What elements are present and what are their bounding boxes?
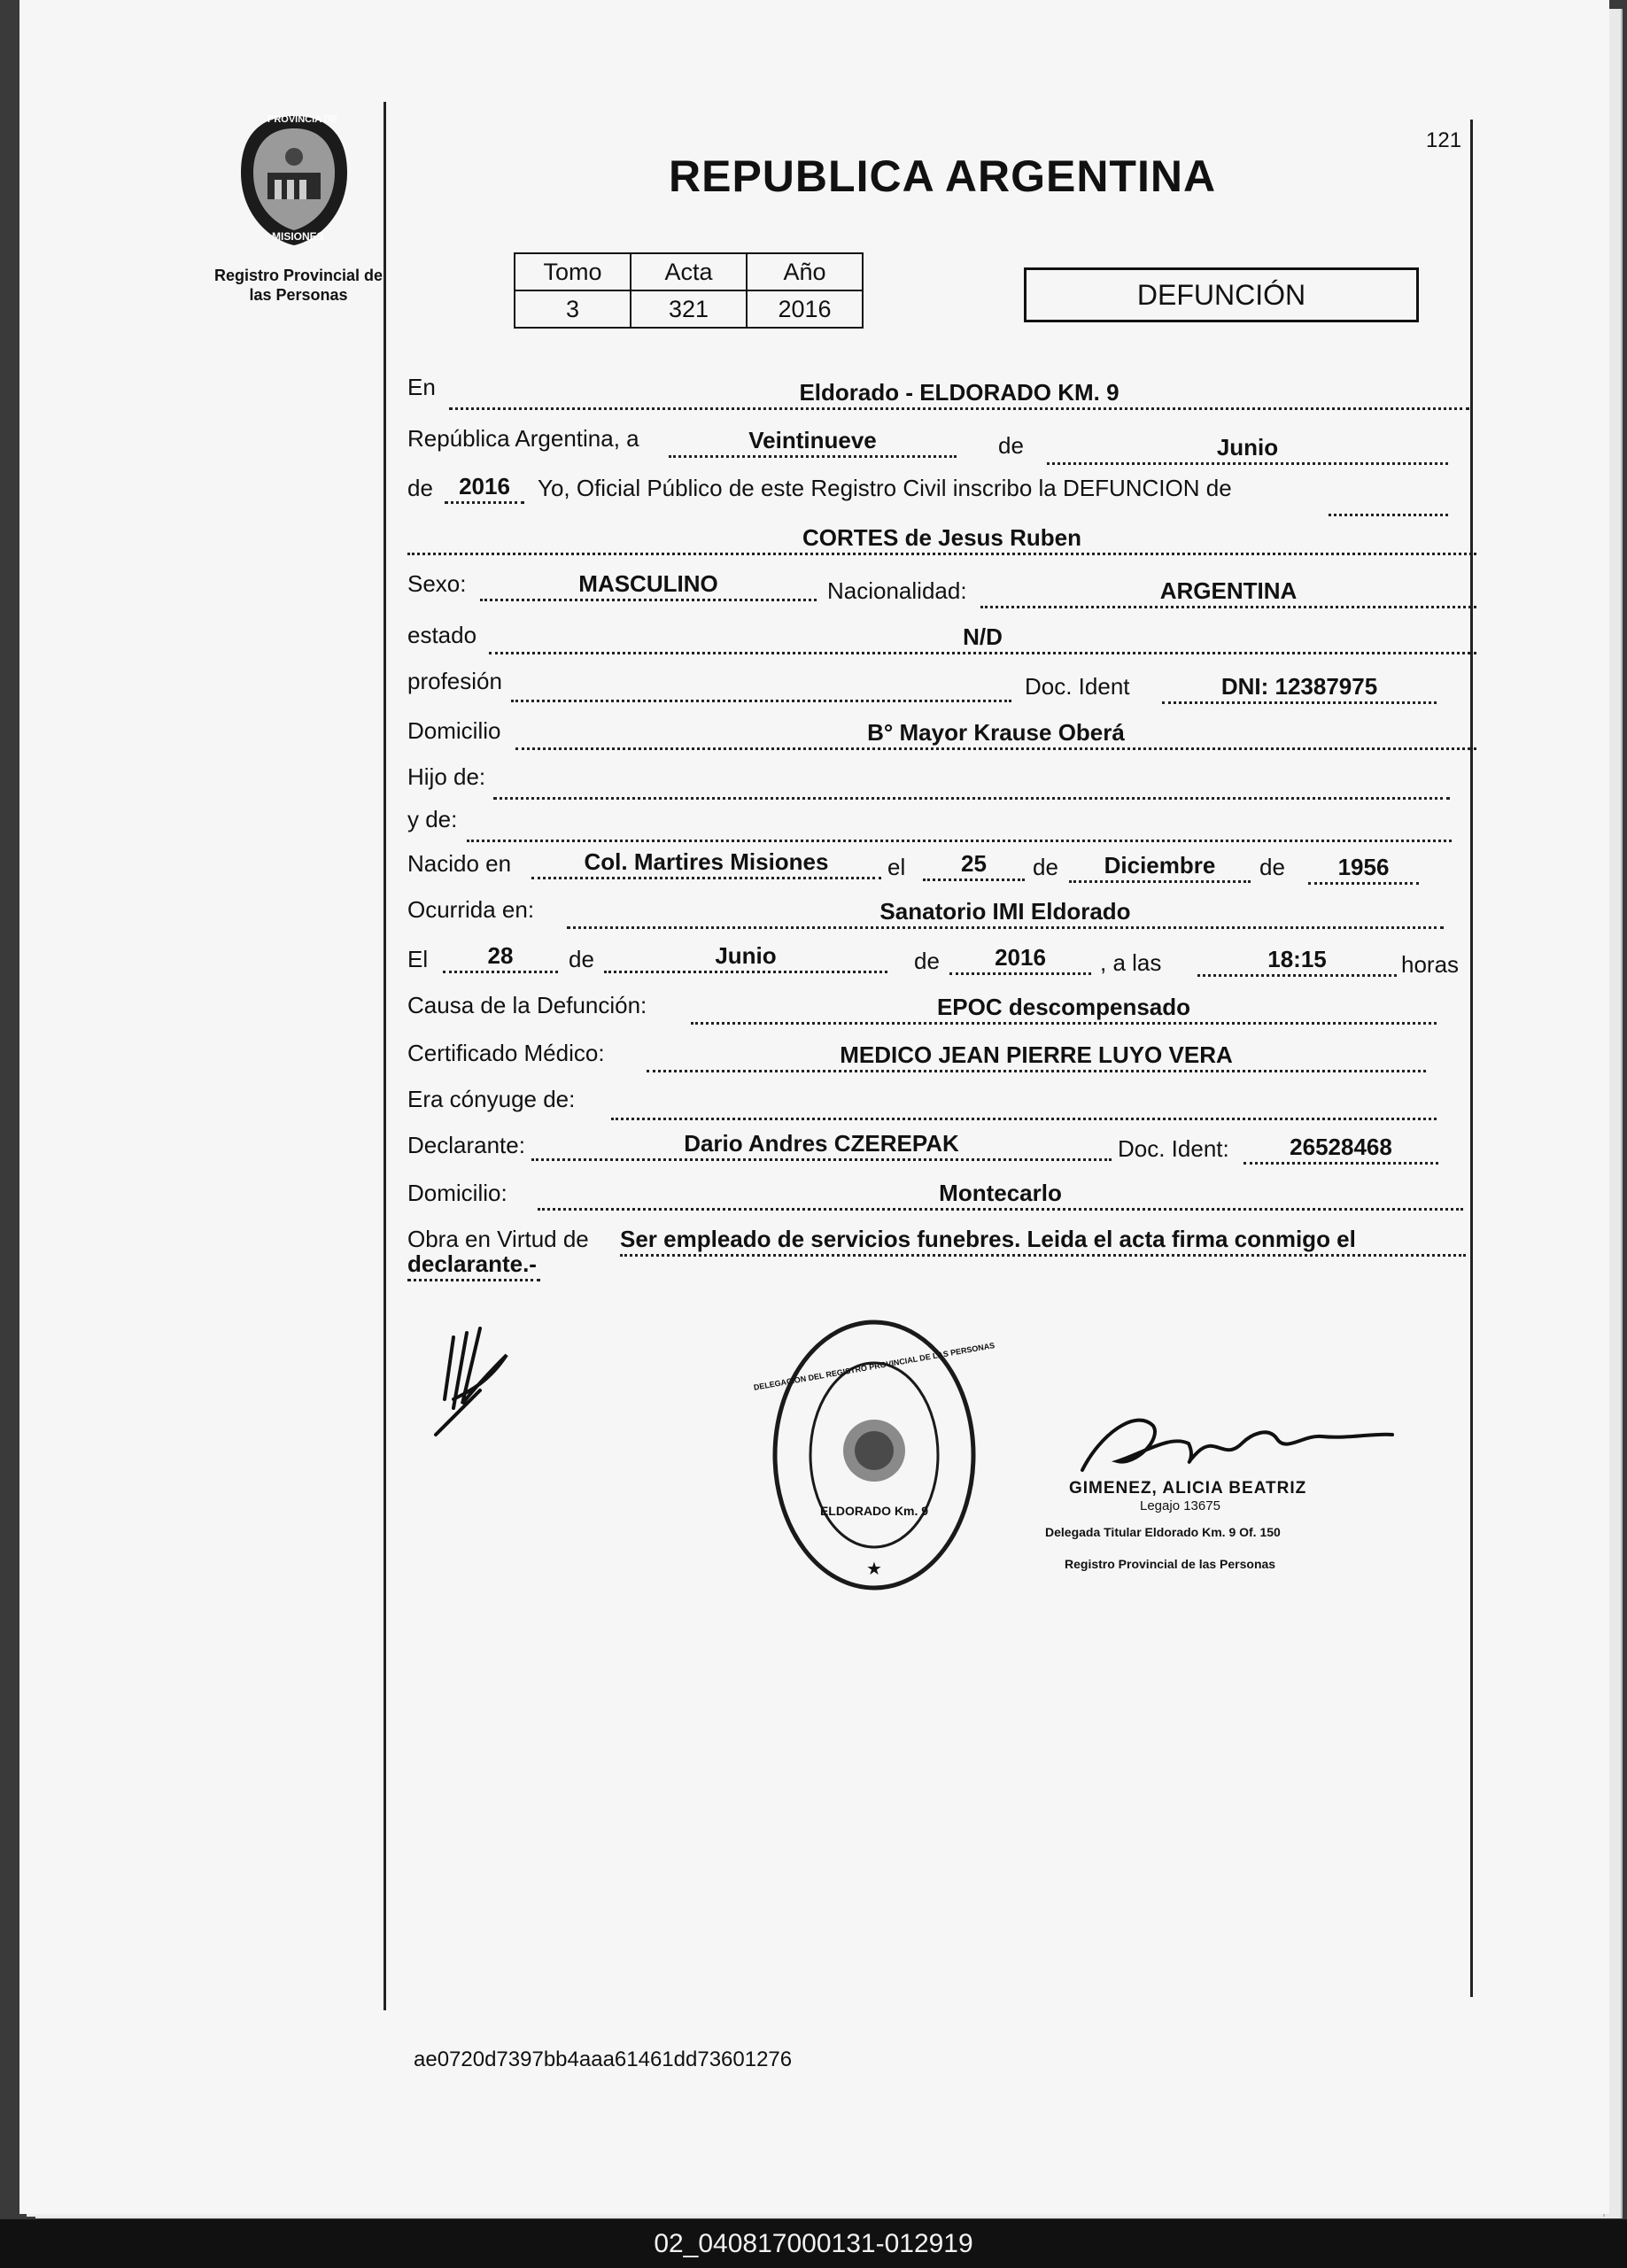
stamp-cargo: Delegada Titular Eldorado Km. 9 Of. 150 <box>1045 1525 1281 1539</box>
field-nacionalidad: ARGENTINA <box>980 576 1476 608</box>
seal-outer-text: DELEGACION DEL REGISTRO PROVINCIAL DE LAS PERSONAS <box>753 1341 996 1392</box>
label-doc-ident: Doc. Ident <box>1025 673 1130 700</box>
label-doc-ident2: Doc. Ident: <box>1118 1135 1229 1162</box>
field-doc-ident: DNI: 12387975 <box>1162 671 1437 704</box>
left-margin-rule <box>384 102 386 2010</box>
label-en: En <box>407 374 436 400</box>
field-nacido-lugar: Col. Martires Misiones <box>531 847 881 879</box>
label-de3: de <box>1259 854 1285 880</box>
field-declarante: Dario Andres CZEREPAK <box>531 1128 1112 1161</box>
label-profesion: profesión <box>407 668 502 694</box>
label-a-las: , a las <box>1100 949 1162 976</box>
label-inscribo: Yo, Oficial Público de este Registro Civil inscribo la DEFUNCION de <box>538 475 1232 501</box>
label-republica: República Argentina, a <box>407 425 639 452</box>
field-causa: EPOC descompensado <box>691 992 1437 1025</box>
field-hijo-de <box>493 767 1450 800</box>
stamp-legajo: Legajo 13675 <box>1140 1498 1220 1513</box>
page-number: 121 <box>1426 128 1462 152</box>
logo-text-bottom: MISIONES <box>272 230 324 243</box>
field-nacido-dia: 25 <box>923 848 1025 881</box>
official-seal <box>753 1309 996 1601</box>
register-table-header-row <box>515 253 863 290</box>
label-declarante: Declarante: <box>407 1132 525 1158</box>
right-margin-rule <box>1470 120 1473 1997</box>
field-nombre: CORTES de Jesus Ruben <box>407 522 1476 555</box>
document-page <box>19 0 1609 2214</box>
label-domicilio2: Domicilio: <box>407 1180 507 1206</box>
stamp-official-name: GIMENEZ, ALICIA BEATRIZ <box>1069 1479 1307 1498</box>
label-ocurrida-en: Ocurrida en: <box>407 896 535 923</box>
label-el-upper: El <box>407 946 429 972</box>
document-hash: ae0720d7397bb4aaa61461dd73601276 <box>414 2047 793 2071</box>
field-lugar: Eldorado - ELDORADO KM. 9 <box>449 377 1469 410</box>
field-profesion <box>511 670 1011 702</box>
svg-text:★: ★ <box>866 1560 882 1579</box>
field-fallec-mes: Junio <box>604 940 887 973</box>
declarant-signature <box>427 1320 533 1444</box>
stamp-registro: Registro Provincial de las Personas <box>1065 1557 1276 1571</box>
label-horas: horas <box>1401 951 1460 978</box>
label-certificado: Certificado Médico: <box>407 1040 605 1066</box>
label-domicilio: Domicilio <box>407 717 501 744</box>
label-de5: de <box>914 948 940 974</box>
table-header-acta: Acta <box>631 253 747 290</box>
label-nacido-en: Nacido en <box>407 850 512 877</box>
province-logo <box>232 111 356 252</box>
label-obra: Obra en Virtud de <box>407 1226 589 1252</box>
record-type-box: DEFUNCIÓN <box>1024 267 1419 322</box>
label-de4: de <box>569 946 594 972</box>
field-dia-texto: Veintinueve <box>669 425 957 458</box>
field-obra-line1: Ser empleado de servicios funebres. Leida el acta firma conmigo el <box>620 1224 1466 1257</box>
field-estado: N/D <box>489 622 1476 654</box>
field-fallec-anio: 2016 <box>949 942 1091 975</box>
label-de-year: de <box>407 475 433 501</box>
signature-scribble-icon <box>427 1320 533 1444</box>
field-ocurrida-en: Sanatorio IMI Eldorado <box>567 896 1444 929</box>
label-hijo-de: Hijo de: <box>407 763 486 790</box>
register-table <box>514 252 864 329</box>
table-value-tomo: 3 <box>515 290 631 328</box>
table-header-tomo: Tomo <box>515 253 631 290</box>
field-sexo: MASCULINO <box>480 569 817 601</box>
scan-id-bar: 02_040817000131-012919 <box>0 2219 1627 2268</box>
label-el: el <box>887 854 906 880</box>
field-mes: Junio <box>1047 432 1448 465</box>
label-sexo: Sexo: <box>407 570 467 597</box>
field-inscribo-blank <box>1329 484 1448 516</box>
field-certificado: MEDICO JEAN PIERRE LUYO VERA <box>647 1040 1426 1072</box>
field-anio: 2016 <box>445 471 524 504</box>
field-declarante-doc: 26528468 <box>1243 1132 1438 1165</box>
field-declarante-domicilio: Montecarlo <box>538 1178 1463 1211</box>
label-conyuge: Era cónyuge de: <box>407 1086 576 1112</box>
field-fallec-dia: 28 <box>443 940 558 973</box>
label-estado: estado <box>407 622 477 648</box>
field-y-de <box>467 809 1452 842</box>
label-y-de: y de: <box>407 806 458 832</box>
seal-inner-text: ELDORADO Km. 9 <box>819 1504 929 1518</box>
registry-name: Registro Provincial de las Personas <box>213 267 384 304</box>
label-de: de <box>998 432 1024 459</box>
table-header-anio: Año <box>747 253 863 290</box>
field-fallec-hora: 18:15 <box>1197 944 1397 977</box>
field-nacido-mes: Diciembre <box>1069 850 1251 883</box>
field-obra-line2: declarante.- <box>407 1249 540 1281</box>
logo-text-top: PROVINCIA DE <box>267 114 338 125</box>
label-causa: Causa de la Defunción: <box>407 992 647 1018</box>
label-nacionalidad: Nacionalidad: <box>827 577 967 604</box>
field-nacido-anio: 1956 <box>1308 852 1419 885</box>
label-de2: de <box>1033 854 1058 880</box>
field-conyuge <box>611 1088 1437 1120</box>
register-table-value-row <box>515 290 863 328</box>
field-domicilio: B° Mayor Krause Oberá <box>515 717 1476 750</box>
table-value-anio: 2016 <box>747 290 863 328</box>
country-title: REPUBLICA ARGENTINA <box>669 151 1217 201</box>
table-value-acta: 321 <box>631 290 747 328</box>
